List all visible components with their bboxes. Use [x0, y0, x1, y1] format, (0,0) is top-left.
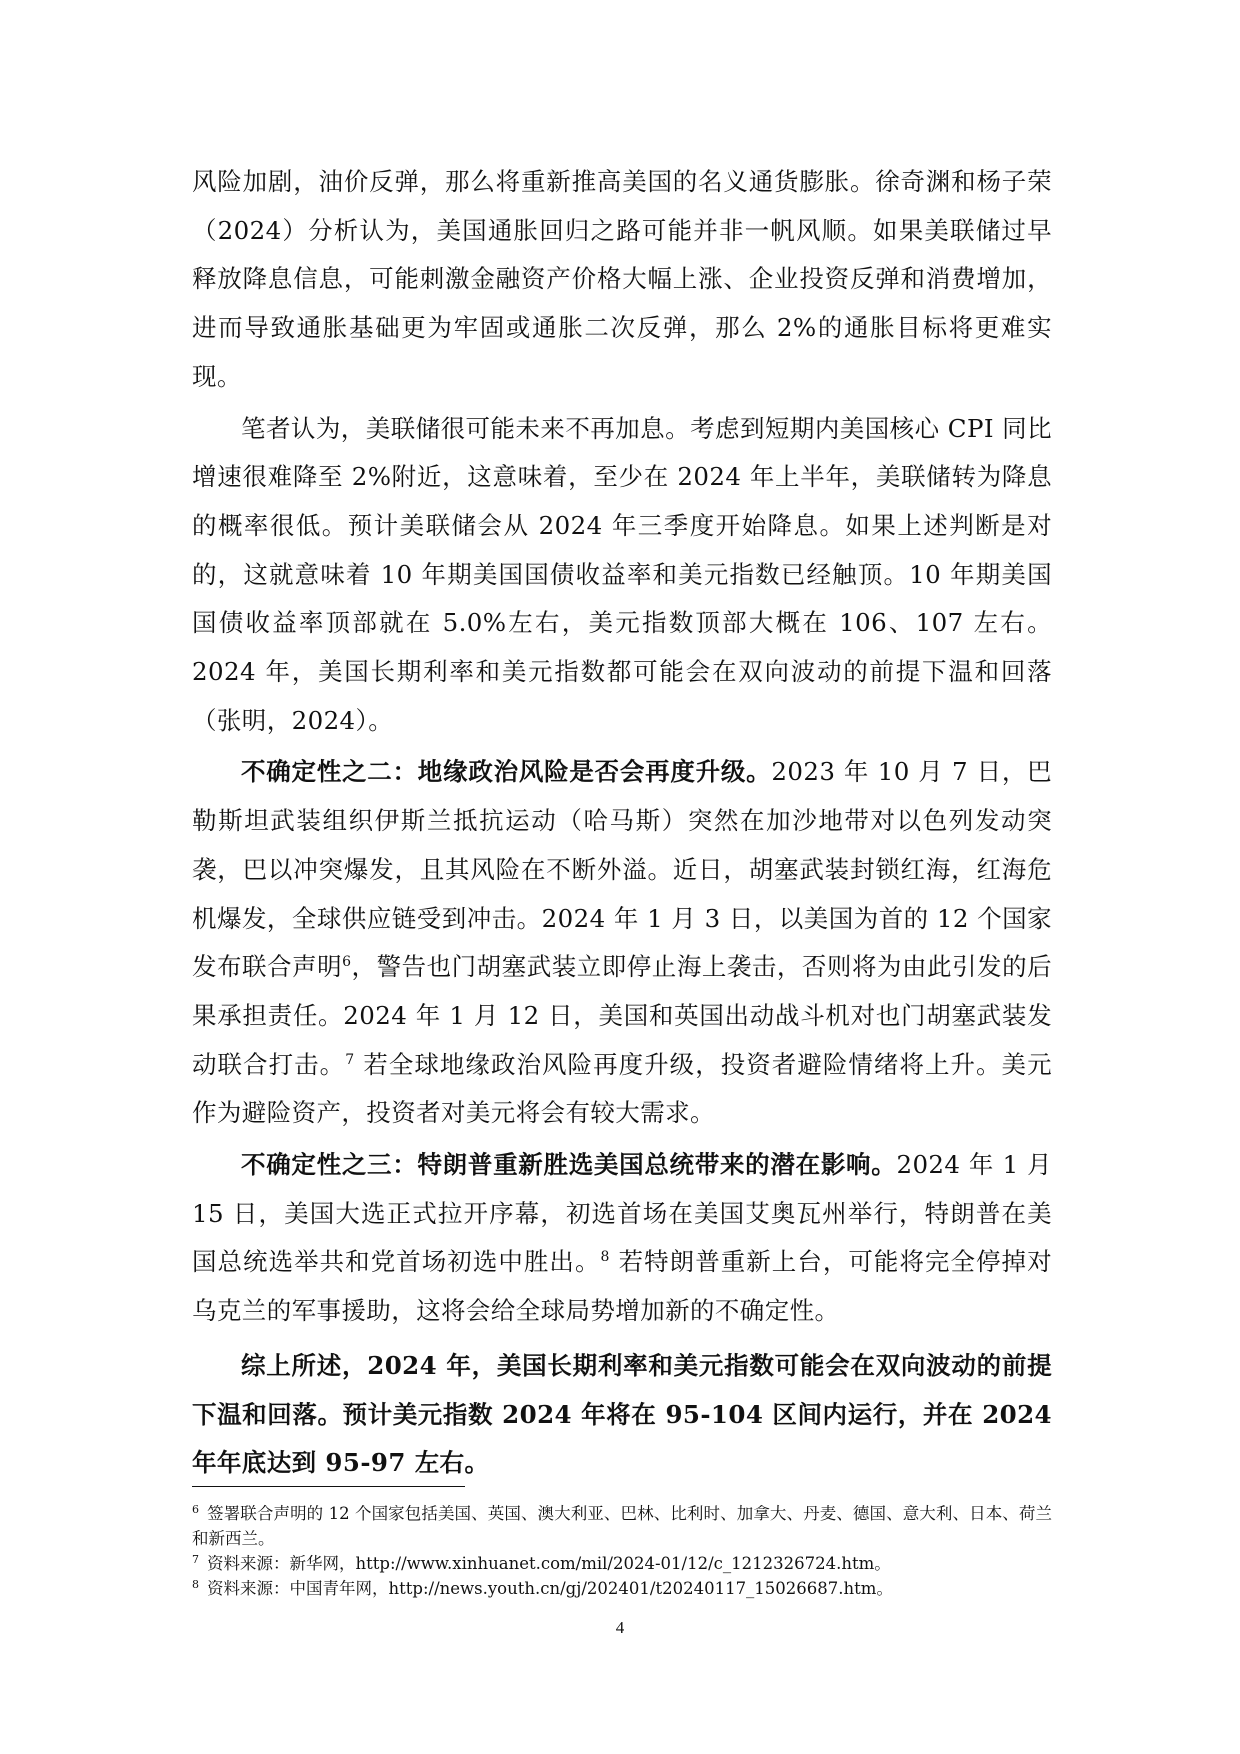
paragraph-4: [192, 1141, 1052, 1336]
footnote-6-text: 签署联合声明的 12 个国家包括美国、英国、澳大利亚、巴林、比利时、加拿大、丹麦、德国、意大利、日本、荷兰和新西兰。: [192, 1504, 1052, 1548]
paragraph-2: [192, 405, 1052, 746]
document-body: [192, 158, 1052, 1488]
footnote-8-text[interactable]: 资料来源：中国青年网，http://news.youth.cn/gj/202401/t20240117_15026687.htm。: [207, 1579, 893, 1598]
footnote-6-number: 6: [192, 1502, 199, 1516]
paragraph-2-text: 笔者认为，美联储很可能未来不再加息。考虑到短期内美国核心 CPI 同比增速很难降至 2%附近，这意味着，至少在 2024 年上半年，美联储转为降息的概率很低。预计美联储会从 2024 年三季度开始降息。如果上述判断是对的，这就意味着 10 年期美国国债收益率和美元指数已经触顶。10 年期美国国债收益率顶部就在 5.0%左右，美元指数顶部大概在 106、107 左右。2024 年，美国长期利率和美元指数都可能会在双向波动的前提下温和回落（张明，2024）。: [192, 413, 1052, 735]
paragraph-4-text-b: 若特朗普重新上台，可能将完全停掉对乌克兰的军事援助，这将会给全球局势增加新的不确定性。: [192, 1247, 1052, 1326]
paragraph-1: [192, 158, 1052, 402]
paragraph-3-text-c: 若全球地缘政治风险再度升级，投资者避险情绪将上升。美元作为避险资产，投资者对美元将会有较大需求。: [192, 1049, 1052, 1128]
footnote-6: [192, 1501, 1052, 1551]
footnote-ref-8[interactable]: 8: [600, 1249, 610, 1266]
footnotes: [192, 1501, 1052, 1601]
page-number: 4: [615, 1618, 625, 1637]
paragraph-3-heading: 不确定性之二：地缘政治风险是否会再度升级。: [241, 757, 772, 787]
paragraph-3: [192, 748, 1052, 1138]
footnote-7-number: 7: [192, 1552, 199, 1566]
footnote-8-number: 8: [192, 1577, 199, 1591]
footnote-ref-6[interactable]: 6: [342, 954, 352, 971]
footnote-7: [192, 1551, 1052, 1576]
paragraph-5-conclusion: [192, 1342, 1052, 1488]
paragraph-3-text-a: 2023 年 10 月 7 日，巴勒斯坦武装组织伊斯兰抵抗运动（哈马斯）突然在加沙地带对以色列发动突袭，巴以冲突爆发，且其风险在不断外溢。近日，胡塞武装封锁红海，红海危机爆发，全球供应链受到冲击。2024 年 1 月 3 日，以美国为首的 12 个国家发布联合声明: [192, 757, 1052, 982]
paragraph-1-text: 风险加剧，油价反弹，那么将重新推高美国的名义通货膨胀。徐奇渊和杨子荣（2024）分析认为，美国通胀回归之路可能并非一帆风顺。如果美联储过早释放降息信息，可能刺激金融资产价格大幅上涨、企业投资反弹和消费增加，进而导致通胀基础更为牢固或通胀二次反弹，那么 2%的通胀目标将更难实现。: [192, 167, 1052, 391]
paragraph-5-text: 综上所述，2024 年，美国长期利率和美元指数可能会在双向波动的前提下温和回落。预计美元指数 2024 年将在 95-104 区间内运行，并在 2024 年年底达到 95-97 左右。: [192, 1350, 1052, 1478]
paragraph-4-text-a: 2024 年 1 月 15 日，美国大选正式拉开序幕，初选首场在美国艾奥瓦州举行，特朗普在美国总统选举共和党首场初选中胜出。: [192, 1150, 1052, 1277]
footnote-7-text[interactable]: 资料来源：新华网，http://www.xinhuanet.com/mil/2024-01/12/c_1212326724.htm。: [207, 1554, 891, 1573]
paragraph-4-heading: 不确定性之三：特朗普重新胜选美国总统带来的潜在影响。: [241, 1150, 897, 1180]
footnote-8: [192, 1576, 1052, 1601]
footnote-separator: [192, 1486, 465, 1487]
paragraph-3-text-b: ，警告也门胡塞武装立即停止海上袭击，否则将为由此引发的后果承担责任。2024 年 1 月 12 日，美国和英国出动战斗机对也门胡塞武装发动联合打击。: [192, 952, 1052, 1079]
footnote-ref-7[interactable]: 7: [345, 1051, 355, 1068]
